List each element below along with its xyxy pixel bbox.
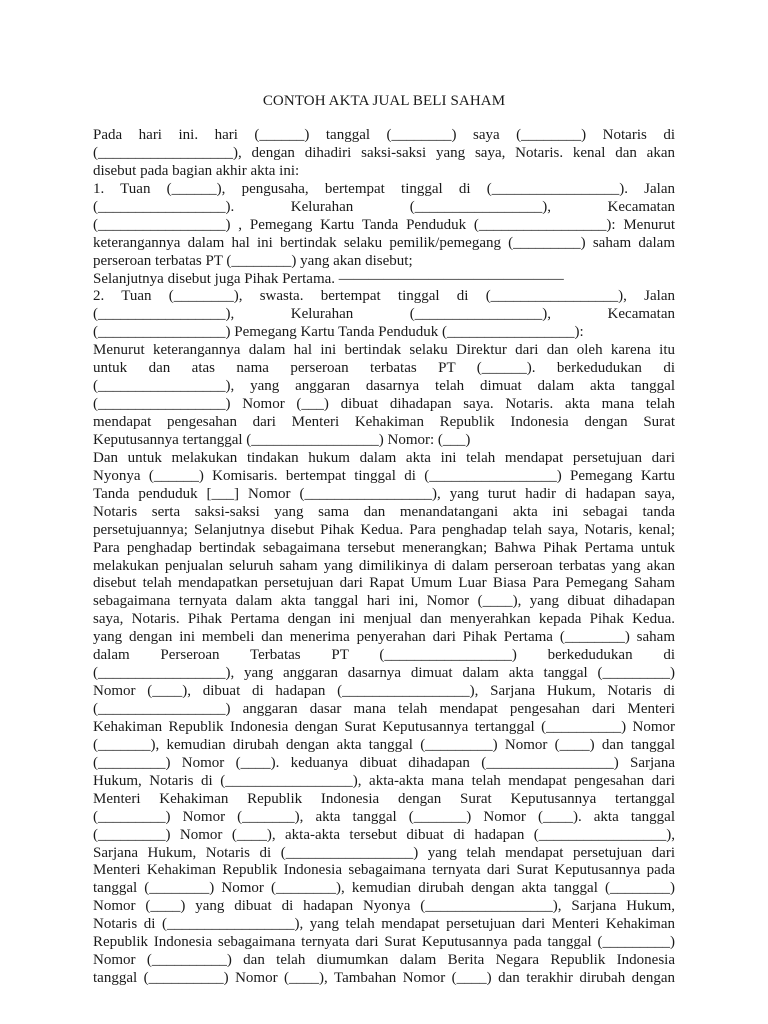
body-line: (__________________), dengan dihadiri saksi-saksi yang saya, Notaris. kenal dan akan: [93, 144, 675, 161]
body-line: Nomor (__________) dan telah diumumkan dalam Berita Negara Republik Indonesia: [93, 952, 675, 969]
body-line: Nyonya (______) Komisaris. bertempat tinggal di (_________________) Pemegang Kartu: [93, 467, 675, 484]
document-title: CONTOH AKTA JUAL BELI SAHAM: [262, 93, 506, 109]
body-line: Dan untuk melakukan tindakan hukum dalam akta ini telah mendapat persetujuan dari: [93, 449, 675, 466]
body-line: Kehakiman Republik Indonesia dengan Surat Keputusannya tertanggal (__________) Nomor: [93, 718, 675, 735]
body-line: yang dengan ini membeli dan menerima penyerahan dari Pihak Pertama (________) saham: [93, 629, 675, 646]
body-line: (_________________) anggaran dasar mana telah mendapat pengesahan dari Menteri: [93, 701, 675, 717]
body-line: 2. Tuan (________), swasta. bertempat tinggal di (_________________), Jalan: [93, 288, 675, 305]
body-line: Pada hari ini. hari (______) tanggal (________) saya (________) Notaris di: [93, 127, 675, 143]
body-line: Menteri Kehakiman Republik Indonesia dengan Surat Keputusannya tertanggal: [93, 790, 675, 807]
body-line: (_________) Nomor (____), akta-akta tersebut dibuat di hadapan (_________________),: [93, 826, 675, 843]
body-line: untuk dan atas nama perseroan terbatas PT (______). berkedudukan di: [93, 360, 675, 377]
body-line: disebut pada bagian akhir akta ini:: [93, 162, 300, 179]
body-line: dalam Perseroan Terbatas PT (_________________) berkedudukan di: [93, 647, 675, 664]
body-line: (_________________) , Pemegang Kartu Tanda Penduduk (_________________): Menurut: [93, 216, 675, 233]
body-line: (_________________) Nomor (___) dibuat dihadapan saya. Notaris. akta mana telah: [93, 396, 675, 413]
body-line: (_________) Nomor (_______), akta tanggal (_______) Nomor (____). akta tanggal: [93, 808, 675, 825]
body-line: Selanjutnya disebut juga Pihak Pertama. ———————————————: [93, 270, 564, 287]
body-line: Notaris di (_________________), yang telah mendapat persetujuan dari Menteri Kehakiman: [93, 916, 675, 933]
body-line: Para penghadap bertindak sebagaimana tersebut menerangkan; Bahwa Pihak Pertama untuk: [93, 539, 675, 556]
document-body: [93, 127, 675, 988]
body-line: sebagaimana ternyata dalam akta tanggal hari ini, Nomor (____), yang dibuat dihadapan: [93, 593, 675, 610]
body-line: (_______), kemudian dirubah dengan akta tanggal (_________) Nomor (____) dan tanggal: [93, 736, 675, 753]
body-line: Menteri Kehakiman Republik Indonesia sebagaimana ternyata dari Surat Keputusannya pada: [93, 862, 675, 879]
body-line: tanggal (__________) Nomor (____), Tambahan Nomor (____) dan terakhir dirubah dengan: [93, 970, 675, 987]
body-line: Tanda penduduk [___] Nomor (_________________), yang turut hadir di hadapan saya,: [93, 485, 675, 502]
body-line: Keputusannya tertanggal (_________________) Nomor: (___): [93, 431, 471, 448]
body-line: mendapat pengesahan dari Menteri Kehakiman Republik Indonesia dengan Surat: [93, 414, 675, 430]
body-line: disebut telah mendapatkan persetujuan dari Rapat Umum Luar Biasa Para Pemegang Saham: [93, 575, 675, 592]
body-line: keterangannya dalam hal ini bertindak selaku pemilik/pemegang (_________) saham dalam: [93, 234, 675, 251]
body-line: (_________________), yang anggaran dasarnya dimuat dalam akta tanggal (_________): [93, 665, 675, 682]
body-line: (_________________), Kelurahan (_________________), Kecamatan: [93, 306, 675, 323]
body-line: Menurut keterangannya dalam hal ini bertindak selaku Direktur dari dan oleh karena itu: [93, 342, 675, 359]
body-line: (_________________). Kelurahan (_________________), Kecamatan: [93, 198, 675, 215]
body-line: Republik Indonesia sebagaimana ternyata dari Surat Keputusannya pada tanggal (_________): [93, 934, 675, 951]
body-line: (_________________) Pemegang Kartu Tanda Penduduk (_________________):: [93, 324, 584, 341]
body-line: melakukan penjualan seluruh saham yang dimilikinya di dalam perseroan terbatas yang akan: [93, 557, 675, 574]
body-line: (_________) Nomor (____). keduanya dibuat dihadapan (_________________) Sarjana: [93, 754, 675, 771]
body-line: (_________________), yang anggaran dasarnya telah dimuat dalam akta tanggal: [93, 378, 675, 395]
body-line: tanggal (________) Nomor (________), kemudian dirubah dengan akta tanggal (________): [93, 880, 675, 897]
body-line: Nomor (____) yang dibuat di hadapan Nyonya (_________________), Sarjana Hukum,: [93, 898, 675, 915]
body-line: Nomor (____), dibuat di hadapan (_________________), Sarjana Hukum, Notaris di: [93, 683, 675, 700]
body-line: Sarjana Hukum, Notaris di (_________________) yang telah mendapat persetujuan dari: [93, 844, 675, 861]
body-line: Notaris serta saksi-saksi yang sama dan menandatangani akta ini sebagai tanda: [93, 503, 675, 520]
body-line: 1. Tuan (______), pengusaha, bertempat tinggal di (_________________). Jalan: [93, 180, 675, 197]
body-line: Hukum, Notaris di (_________________), akta-akta mana telah mendapat pengesahan dari: [93, 772, 675, 789]
body-line: saya, Notaris. Pihak Pertama dengan ini menjual dan menyerahkan kepada Pihak Kedua.: [93, 611, 675, 628]
body-line: perseroan terbatas PT (________) yang akan disebut;: [93, 252, 413, 269]
body-line: persetujuannya; Selanjutnya disebut Pihak Kedua. Para penghadap telah saya, Notaris, kenal;: [93, 521, 675, 538]
